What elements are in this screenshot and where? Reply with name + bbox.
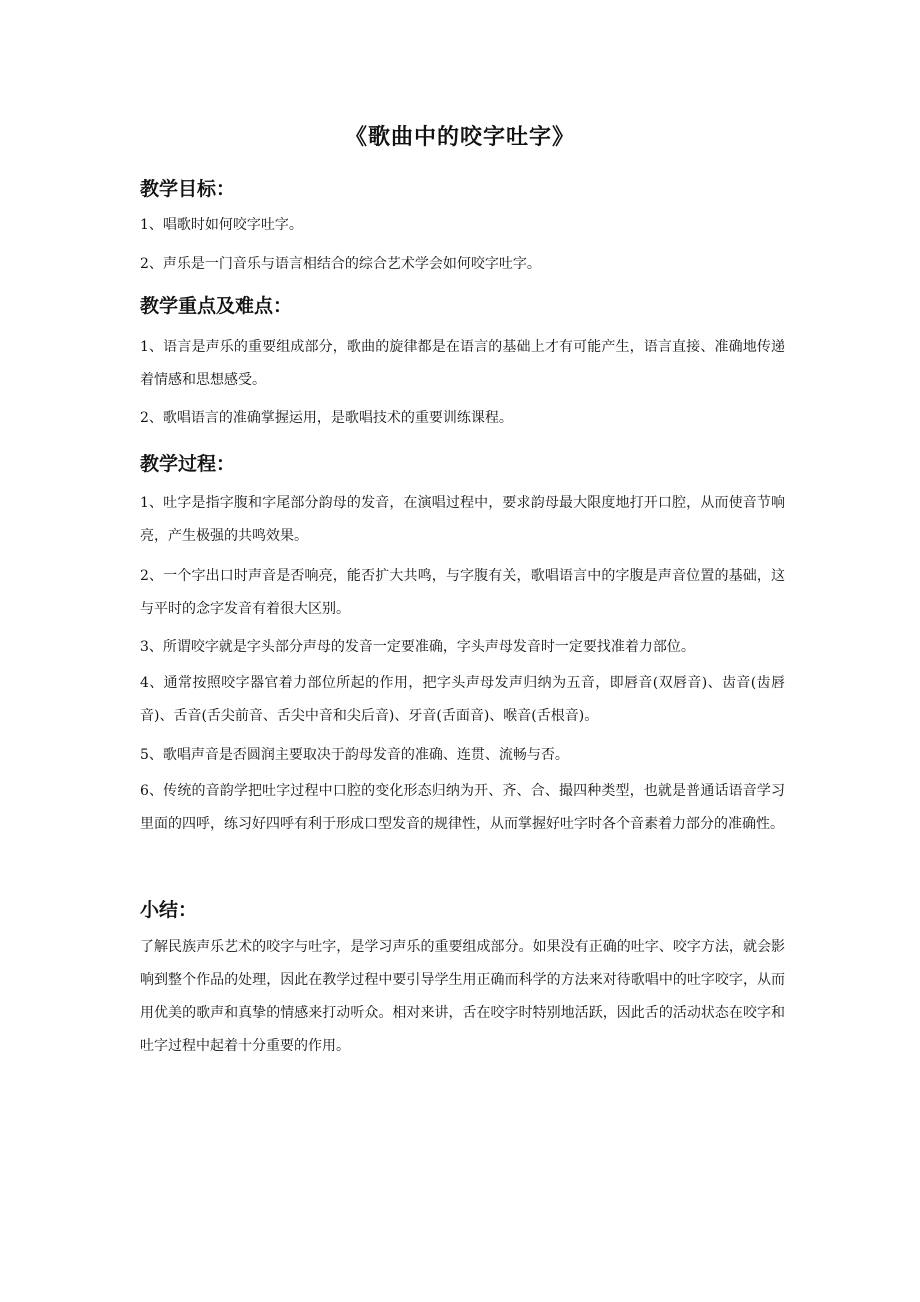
process-item-6: 6、传统的音韵学把吐字过程中口腔的变化形态归纳为开、齐、合、撮四种类型，也就是普通话语音学习里面的四呼，练习好四呼有利于形成口型发音的规律性，从而掌握好吐字时各个音素着力部分的准确性。 (140, 783, 785, 832)
process-item-4: 4、通常按照咬字器官着力部位所起的作用，把字头声母发声归纳为五音，即唇音(双唇音)、齿音(齿唇音)、舌音(舌尖前音、舌尖中音和尖后音)、牙音(舌面音)、喉音(舌根音)。 (140, 675, 785, 724)
process-item-3: 3、所谓咬字就是字头部分声母的发音一定要准确，字头声母发音时一定要找准着力部位。 (140, 639, 695, 655)
goals-item-2: 2、声乐是一门音乐与语言相结合的综合艺术学会如何咬字吐字。 (140, 256, 541, 272)
summary-heading: 小结： (140, 899, 198, 921)
process-heading: 教学过程： (140, 453, 236, 475)
key-points-item-1: 1、语言是声乐的重要组成部分，歌曲的旋律都是在语言的基础上才有可能产生，语言直接、准确地传递着情感和思想感受。 (140, 339, 785, 388)
key-points-heading: 教学重点及难点： (140, 295, 293, 317)
document-title: 《歌曲中的咬字吐字》 (344, 125, 575, 150)
goals-heading: 教学目标： (140, 178, 236, 200)
process-item-2: 2、一个字出口时声音是否响亮，能否扩大共鸣，与字腹有关，歌唱语言中的字腹是声音位置的基础，这与平时的念字发音有着很大区别。 (140, 568, 785, 617)
process-item-5: 5、歌唱声音是否圆润主要取决于韵母发音的准确、连贯、流畅与否。 (140, 747, 569, 763)
goals-item-1: 1、唱歌时如何咬字吐字。 (140, 217, 303, 233)
summary-text: 了解民族声乐艺术的咬字与吐字，是学习声乐的重要组成部分。如果没有正确的吐字、咬字方法，就会影响到整个作品的处理，因此在教学过程中要引导学生用正确而科学的方法来对待歌唱中的吐字咬字，从而用优美的歌声和真挚的情感来打动听众。相对来讲，舌在咬字时特别地活跃，因此舌的活动状态在咬字和吐字过程中起着十分重要的作用。 (140, 939, 785, 1054)
process-item-1: 1、吐字是指字腹和字尾部分韵母的发音，在演唱过程中，要求韵母最大限度地打开口腔，从而使音节响亮，产生极强的共鸣效果。 (140, 495, 785, 544)
key-points-item-2: 2、歌唱语言的准确掌握运用，是歌唱技术的重要训练课程。 (140, 410, 513, 426)
